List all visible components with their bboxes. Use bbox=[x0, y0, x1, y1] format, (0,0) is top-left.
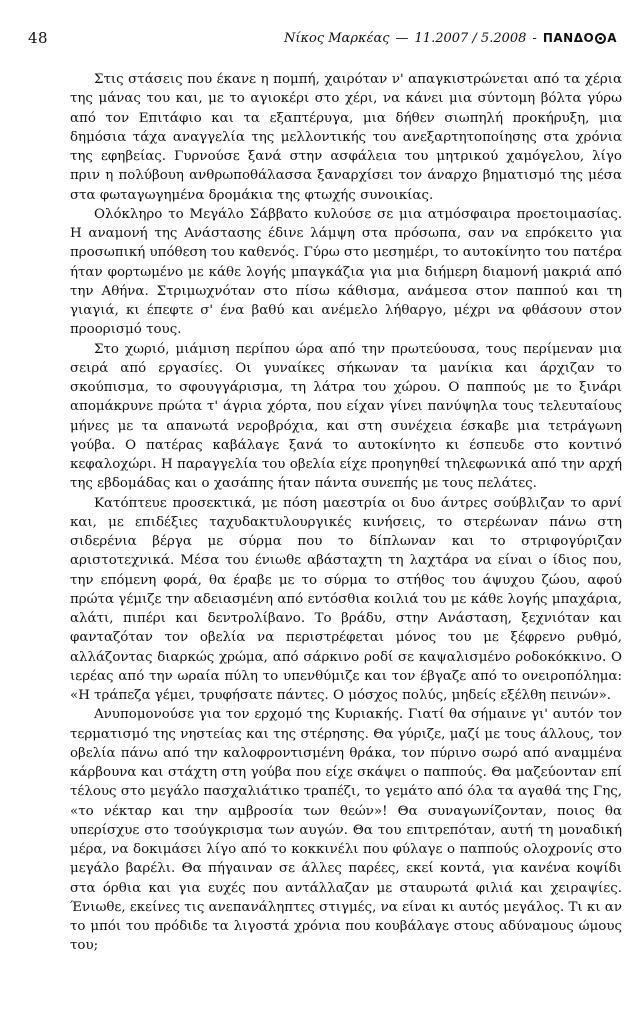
paragraph: Ολόκληρο το Μεγάλο Σάββατο κυλούσε σε μια ατμόσφαιρα προετοιμασίας. Η αναμονή της Ανάστασης έδινε λάμψη στα πρόσωπα, σαν να επρόκειτο για προσωπική υπόθεση του καθενός. Γύρω στο μεσημέρι, το αυτοκίνητο του πατέρα ήταν φορτωμένο με κάθε λογής μπαγκάζια για μια διήμερη διαμονή μακριά από την Αθήνα. Στριμωχνόταν στο πίσω κάθισμα, ανάμεσα στον παππού και τη γιαγιά, κι έπεφτε σ' ένα βαθύ και ανέμελο λήθαργο, μέχρι να φθάσουν στον προορισμό τους. bbox=[70, 206, 622, 338]
paragraph: Ανυπομονούσε για τον ερχομό της Κυριακής. Γιατί θα σήμαινε γι' αυτόν τον τερματισμό της νηστείας και της στέρησης. Θα γύριζε, μαζί με τους άλλους, τον οβελία πάνω από την καλοφροντισμένη θράκα, τον πύρινο σωρό από αναμμένα κάρβουνα και στάχτη στη γούβα που είχε σκάψει ο παππούς. Θα μαζεύονταν επί τέλους στο μεγάλο πασχαλιάτικο τραπέζι, το γεμάτο από όλα τα αγαθά της Γης, «το νέκταρ και την αμβροσία των θεών»! Θα συναγωνίζονταν, ποιος θα υπερίσχυε στο τσούγκρισμα των αυγών. Θα του επιτρεπόταν, αυτή τη μοναδική μέρα, να δοκιμάσει λίγο από το κοκκινέλι που φύλαγε ο παππούς ολοχρονίς στο μεγάλο βαρέλι. Θα πήγαιναν σε άλλες παρέες, εκεί κοντά, για κανένα κοψίδι στα όρθια και για ευχές που αντάλλαζαν με σταυρωτά φιλιά και χειραψίες. Ένιωθε, εκείνες τις ανεπανάληπτες στιγμές, να είναι κι αυτός μεγάλος. Τι κι αν το μπόι του πρόδιδε τα λιγοστά χρόνια που κουβάλαγε στους αδύναμους ώμους του; bbox=[70, 707, 622, 954]
body-text bbox=[70, 70, 622, 956]
author-name: Νίκος Μαρκέας bbox=[284, 30, 390, 46]
page-header bbox=[28, 28, 617, 48]
page-number: 48 bbox=[28, 29, 49, 47]
date-range: 11.2007 / 5.2008 bbox=[414, 30, 527, 46]
paragraph: Στις στάσεις που έκανε η πομπή, χαιρόταν ν' απαγκιστρώνεται από τα χέρια της μάνας του και, με το αγιοκέρι στο χέρι, να κάνει μια σύντομη βόλτα γύρω από τον Επιτάφιο και τα εξαπτέρυγα, μια δήθεν σιωπηλή προκήρυξη, μια δημόσια τάχα αναγγελία της μελλοντικής του ανεξαρτητοποίησης στα χρόνια της εφηβείας. Γυρνούσε ξανά στην ασφάλεια του μητρικού χαμόγελου, λίγο πριν η πολύβουη ανθρωποθάλασσα ξαναρχίσει τον άναρχο βηματισμό της μέσα στα φωταγωγημένα δρομάκια της φτωχής συνοικίας. bbox=[70, 72, 622, 203]
logo-text-suffix: Α bbox=[607, 31, 617, 45]
title-separator: — bbox=[395, 30, 409, 46]
logo-text-prefix: ΠΑΝΔΟ bbox=[542, 31, 595, 45]
paragraph: Κατόπτευε προσεκτικά, με πόση μαεστρία οι δυο άντρες σούβλιζαν το αρνί και, με επιδέξιες ταχυδακτυλουργικές κινήσεις, το στερέωναν πάνω στη σιδερένια βέργα με σύρμα που το δίπλωναν και το στριφογύριζαν αριστοτεχνικά. Μέσα του ένιωθε αβάσταχτη τη λαχτάρα να είναι ο ίδιος που, την επόμενη φορά, θα έραβε με το σύρμα το στήθος του άψυχου ζώου, αφού πρώτα γέμιζε την αδειασμένη από εντόσθια κοιλιά του με κάθε λογής μπαχάρια, αλάτι, πιπέρι και δεντρολίβανο. Το βράδυ, στην Ανάσταση, ξεχνιόταν και φανταζόταν τον οβελία να περιστρέφεται μόνος του με ξέφρενο ρυθμό, αλλάζοντας διαρκώς χρώμα, από σάρκινο ροδί σε καψαλισμένο ροδοκόκκινο. Ο ιερέας από την ωραία πύλη το υπενθύμιζε και τον έβγαζε από το ονειροπόλημα: «Η τράπεζα γέμει, τρυφήσατε πάντες. Ο μόσχος πολύς, μηδείς εξέλθη πεινών». bbox=[70, 495, 622, 703]
running-title bbox=[284, 31, 617, 46]
logo-dash: - bbox=[532, 30, 537, 46]
paragraph: Στο χωριό, μιάμιση περίπου ώρα από την πρωτεύουσα, τους περίμεναν μια σειρά από εργασίες. Οι γυναίκες σήκωναν τα μανίκια και άρχιζαν το σκούπισμα, το σφουγγάρισμα, τη λάτρα του χώρου. Ο παππούς με το ξινάρι απομάκρυνε πρώτα τ' άγρια χόρτα, που είχαν γίνει πανύψηλα τους τελευταίους μήνες με τα απανωτά νεροβρόχια, και στη συνέχεια έσκαβε μια τετράγωνη γούβα. Ο πατέρας καβάλαγε ξανά το αυτοκίνητο κι έσπευδε στο κοντινό κεφαλοχώρι. Η παραγγελία του οβελία είχε προηγηθεί τηλεφωνικά από την αρχή της εβδομάδας και ο χασάπης ήταν πάντα συνεπής με τους πελάτες. bbox=[70, 341, 622, 492]
publisher-logo bbox=[543, 31, 617, 45]
logo-eye-icon bbox=[595, 33, 606, 44]
